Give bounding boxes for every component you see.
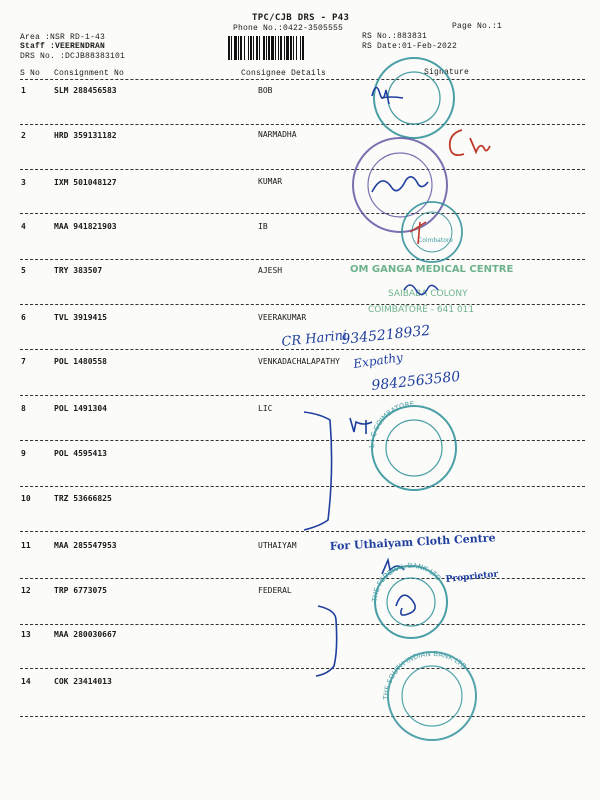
- row-sno: 4: [21, 222, 26, 231]
- row-consignment: POL 1491304: [54, 404, 107, 413]
- medical-centre-name: OM GANGA MEDICAL CENTRE: [350, 264, 514, 275]
- row-sno: 6: [21, 313, 26, 322]
- lic-stamp: [368, 400, 456, 490]
- page-number: Page No.:1: [452, 22, 503, 31]
- row-consignee: FEDERAL: [258, 586, 292, 595]
- proprietor-label: Proprietor: [445, 569, 499, 585]
- phone-number: Phone No.:0422-3505555: [233, 24, 344, 33]
- document-title: TPC/CJB DRS - P43: [252, 13, 350, 23]
- lic-stamp-text: [368, 400, 415, 448]
- row-consignee: LIC: [258, 404, 273, 413]
- row-sno: 7: [21, 357, 26, 366]
- row-consignment: TRZ 53666825: [54, 494, 112, 503]
- col-header-consignee: Consignee Details: [241, 69, 327, 78]
- row-sno: 9: [21, 449, 26, 458]
- signature-row2: [450, 130, 490, 155]
- drs-number: DRS No. :DCJB88383101: [20, 52, 126, 61]
- col-header-signature: Signature: [424, 68, 470, 77]
- row-consignment: IXM 501048127: [54, 178, 117, 187]
- row-sno: 11: [21, 541, 31, 550]
- row-consignee: VEERAKUMAR: [258, 313, 307, 322]
- row-consignment: TRY 383507: [54, 266, 103, 275]
- row-consignment: HRD 359131182: [54, 131, 117, 140]
- lic-stamp-arc-text: L I C COIMBATORE: [367, 399, 415, 449]
- row-consignment: SLM 288456583: [54, 86, 117, 95]
- row-consignee: KUMAR: [258, 177, 283, 186]
- row-consignment: POL 4595413: [54, 449, 107, 458]
- row-consignment: MAA 285547953: [54, 541, 117, 550]
- signature-row8: [350, 418, 372, 434]
- rs-date: RS Date:01-Feb-2022: [362, 42, 458, 51]
- signature-row3: [372, 177, 428, 192]
- row-sno: 14: [21, 677, 31, 686]
- row-consignment: TRP 6773075: [54, 586, 107, 595]
- row-consignee: UTHAIYAM: [258, 541, 297, 550]
- federal-bank-arc-text: THE FEDERAL BANK LTD: [370, 561, 443, 603]
- signature-row12: [396, 595, 415, 615]
- south-indian-bank-stamp: [382, 650, 476, 740]
- col-header-consignment: Consignment No: [54, 69, 125, 78]
- row-consignee: BOB: [258, 86, 273, 95]
- row-sno: 2: [21, 131, 26, 140]
- federal-bank-text: [371, 562, 443, 603]
- staff-name: Staff :VEERENDRAN: [20, 42, 106, 51]
- south-indian-bank-text: [382, 650, 468, 701]
- row-sno: 3: [21, 178, 26, 187]
- handwritten-name-row6: CR Harini: [280, 328, 348, 350]
- row-consignment: POL 1480558: [54, 357, 107, 366]
- row-sno: 10: [21, 494, 31, 503]
- row-consignment: COK 23414013: [54, 677, 112, 686]
- row-consignee: IB: [258, 222, 268, 231]
- brace-rows-8-10: [304, 412, 332, 530]
- row-sno: 8: [21, 404, 26, 413]
- row-sno: 13: [21, 630, 31, 639]
- stamp-coimbatore-text: Coimbatore: [418, 237, 453, 244]
- row-consignee: AJESH: [258, 266, 283, 275]
- handwritten-name-row7: Expathy: [352, 350, 404, 371]
- stamp-circle-3: [353, 138, 447, 232]
- rs-number: RS No.:883831: [362, 32, 428, 41]
- medical-centre-address1: SAIBABA COLONY: [388, 289, 468, 299]
- col-header-sno: S No: [20, 69, 41, 78]
- brace-rows-12-13: [316, 606, 337, 676]
- south-indian-bank-arc-text: THE SOUTH INDIAN BANK LTD: [381, 649, 468, 701]
- medical-centre-stamp: [350, 264, 513, 315]
- row-consignment: MAA 941821903: [54, 222, 117, 231]
- handwritten-phone-row6: 9345218932: [340, 322, 432, 348]
- row-consignee: NARMADHA: [258, 130, 297, 139]
- uthaiyam-stamp: For Uthaiyam Cloth Centre: [329, 531, 496, 553]
- row-sno: 12: [21, 586, 31, 595]
- row-sno: 5: [21, 266, 26, 275]
- row-sno: 1: [21, 86, 26, 95]
- row-consignment: TVL 3919415: [54, 313, 107, 322]
- row-consignment: MAA 280030667: [54, 630, 117, 639]
- area-code: Area :NSR RD-1-43: [20, 33, 106, 42]
- signature-row1: [372, 87, 403, 104]
- handwritten-phone-row7: 9842563580: [370, 368, 462, 394]
- row-consignee: VENKADACHALAPATHY: [258, 357, 340, 366]
- medical-centre-address2: COIMBATORE - 641 011: [368, 305, 475, 315]
